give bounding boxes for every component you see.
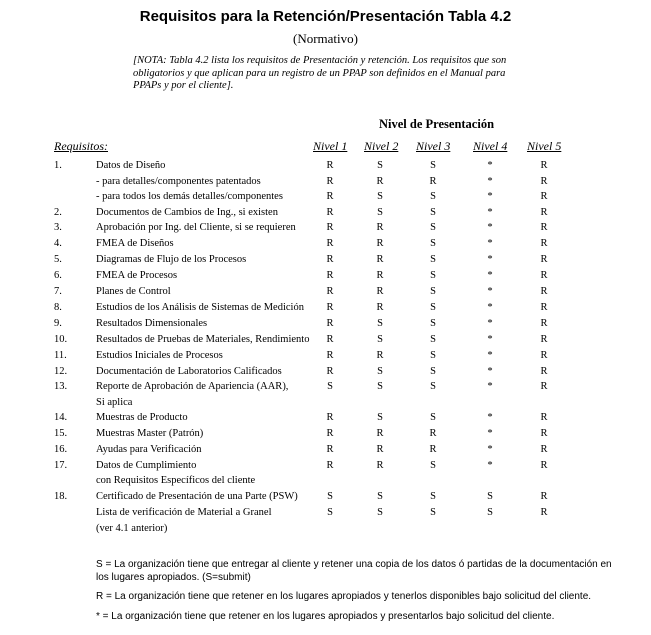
level-1-cell: R	[326, 318, 334, 329]
level-2-cell: R	[376, 302, 384, 313]
requirement-label: Muestras de Producto	[96, 412, 188, 423]
level-5-cell: R	[540, 366, 548, 377]
table-row	[0, 286, 651, 302]
level-4-cell: *	[487, 222, 493, 233]
table-row	[0, 176, 651, 192]
table-row	[0, 222, 651, 238]
row-number: 6.	[54, 270, 62, 281]
level-1-cell: R	[326, 302, 334, 313]
level-5-cell: R	[540, 428, 548, 439]
table-row	[0, 428, 651, 444]
level-5-cell: R	[540, 334, 548, 345]
level-1-cell: R	[326, 238, 334, 249]
table-row	[0, 491, 651, 507]
level-5-cell: R	[540, 302, 548, 313]
level-3-cell: R	[429, 176, 437, 187]
level-2-cell: R	[376, 254, 384, 265]
level-5-cell: R	[540, 381, 548, 392]
level-4-cell: *	[487, 191, 493, 202]
table-row	[0, 334, 651, 350]
level-3-cell: S	[430, 350, 436, 361]
level-5-cell: R	[540, 207, 548, 218]
table-row	[0, 397, 651, 413]
level-1-cell: R	[326, 191, 334, 202]
table-row	[0, 412, 651, 428]
level-4-cell: *	[487, 350, 493, 361]
row-number: 10.	[54, 334, 68, 345]
table-row	[0, 207, 651, 223]
row-number: 8.	[54, 302, 62, 313]
row-number: 1.	[54, 160, 62, 171]
table-row	[0, 366, 651, 382]
level-3-cell: S	[430, 286, 436, 297]
row-number: 7.	[54, 286, 62, 297]
level-2-cell: R	[376, 222, 384, 233]
level-2-cell: R	[376, 350, 384, 361]
level-4-cell: *	[487, 412, 493, 423]
level-3-cell: S	[430, 412, 436, 423]
requirement-label: Reporte de Aprobación de Apariencia (AAR),	[96, 381, 289, 392]
level-5-cell: R	[540, 176, 548, 187]
requirement-label: con Requisitos Específicos del cliente	[96, 475, 256, 486]
level-2-cell: R	[376, 176, 384, 187]
level-4-cell: S	[487, 507, 493, 518]
level-3-cell: S	[430, 254, 436, 265]
level-2-cell: R	[376, 460, 384, 471]
level-4-cell: *	[487, 270, 493, 281]
requirement-label: - para detalles/componentes patentados	[96, 176, 261, 187]
level-1-cell: R	[326, 460, 334, 471]
table-row	[0, 238, 651, 254]
row-number: 17.	[54, 460, 68, 471]
level-3-cell: S	[430, 270, 436, 281]
level-heading: Nivel de Presentación	[379, 117, 495, 131]
level-1-cell: R	[326, 350, 334, 361]
requirement-label: Estudios de los Análisis de Sistemas de Medición	[96, 302, 304, 313]
table-row	[0, 460, 651, 476]
level-1-cell: S	[327, 491, 333, 502]
table-row	[0, 350, 651, 366]
level-1-cell: R	[326, 222, 334, 233]
level-1-cell: R	[326, 160, 334, 171]
level-3-cell: S	[430, 318, 436, 329]
requirement-label: Resultados de Pruebas de Materiales, Rendimiento	[96, 334, 310, 345]
level-1-cell: R	[326, 444, 334, 455]
level-3-cell: S	[430, 334, 436, 345]
requirement-label: Planes de Control	[96, 286, 171, 297]
level-2-cell: R	[376, 238, 384, 249]
row-number: 12.	[54, 366, 68, 377]
table-title: Requisitos para la Retención/Presentación Tabla 4.2	[139, 8, 512, 25]
requirements-column-header: Requisitos:	[54, 139, 108, 153]
level-2-cell: S	[377, 191, 383, 202]
level-2-cell: S	[377, 207, 383, 218]
table-note: [NOTA: Tabla 4.2 lista los requisitos de Presentación y retención. Los requisitos que son obligatorios y que aplican para un registro de un PPAP son definidos en el Manual para PPAPs y por el cliente].	[133, 55, 507, 91]
requirement-label: Resultados Dimensionales	[96, 318, 208, 329]
level-3-cell: S	[430, 191, 436, 202]
level-1-cell: S	[327, 507, 333, 518]
level-4-cell: *	[487, 334, 493, 345]
table-row	[0, 302, 651, 318]
requirement-label: Lista de verificación de Material a Granel	[96, 507, 272, 518]
level-3-cell: S	[430, 302, 436, 313]
row-number: 9.	[54, 318, 62, 329]
table-row	[0, 523, 651, 539]
level-1-cell: R	[326, 270, 334, 281]
level-5-cell: R	[540, 254, 548, 265]
table-row	[0, 191, 651, 207]
level-5-cell: R	[540, 491, 548, 502]
row-number: 16.	[54, 444, 68, 455]
level-4-cell: *	[487, 460, 493, 471]
level-5-cell: R	[540, 160, 548, 171]
row-number: 15.	[54, 428, 68, 439]
requirement-label: - para todos los demás detalles/componentes	[96, 191, 283, 202]
requirement-label: Documentación de Laboratorios Calificados	[96, 366, 282, 377]
level-3-cell: S	[430, 460, 436, 471]
level-4-cell: *	[487, 238, 493, 249]
level-2-cell: S	[377, 366, 383, 377]
level-4-cell: *	[487, 207, 493, 218]
level-3-cell: R	[429, 444, 437, 455]
level-2-cell: R	[376, 270, 384, 281]
level-5-cell: R	[540, 222, 548, 233]
level-2-cell: R	[376, 428, 384, 439]
row-number: 4.	[54, 238, 62, 249]
level-4-cell: *	[487, 176, 493, 187]
requirement-label: FMEA de Procesos	[96, 270, 178, 281]
row-number: 11.	[54, 350, 67, 361]
row-number: 5.	[54, 254, 62, 265]
table-row	[0, 381, 651, 397]
table-row	[0, 270, 651, 286]
level-1-cell: R	[326, 366, 334, 377]
table-row	[0, 160, 651, 176]
table-row	[0, 318, 651, 334]
requirement-label: Aprobación por Ing. del Cliente, si se requieren	[96, 222, 296, 233]
legend-asterisk: * = La organización tiene que retener en los lugares apropiados y presentarlos bajo solicitud del cliente.	[96, 611, 555, 622]
level-2-cell: S	[377, 507, 383, 518]
requirement-label: Estudios Iniciales de Procesos	[96, 350, 223, 361]
level-1-cell: R	[326, 254, 334, 265]
row-number: 18.	[54, 491, 68, 502]
requirement-label: Ayudas para Verificación	[96, 444, 202, 455]
level-2-cell: S	[377, 412, 383, 423]
requirement-label: Documentos de Cambios de Ing., si existen	[96, 207, 278, 218]
level-3-cell: R	[429, 428, 437, 439]
level-5-cell: R	[540, 191, 548, 202]
level-1-header: Nivel 1	[313, 139, 348, 153]
level-1-cell: R	[326, 412, 334, 423]
level-5-cell: R	[540, 286, 548, 297]
level-4-cell: *	[487, 444, 493, 455]
level-1-cell: R	[326, 207, 334, 218]
level-4-cell: *	[487, 366, 493, 377]
legend-r: R = La organización tiene que retener en los lugares apropiados y tenerlos disponibles bajo solicitud del cliente.	[96, 591, 592, 602]
level-4-cell: *	[487, 318, 493, 329]
level-4-cell: *	[487, 286, 493, 297]
level-5-cell: R	[540, 460, 548, 471]
requirement-label: FMEA de Diseños	[96, 238, 174, 249]
requirement-label: Diagramas de Flujo de los Procesos	[96, 254, 247, 265]
level-5-cell: R	[540, 350, 548, 361]
table-row	[0, 507, 651, 523]
level-3-cell: S	[430, 222, 436, 233]
row-number: 3.	[54, 222, 62, 233]
row-number: 13.	[54, 381, 68, 392]
level-2-cell: S	[377, 491, 383, 502]
legend-s: S = La organización tiene que entregar al cliente y retener una copia de los datos ó partidas de la documentación en los lugares apropiados. (S=submit)	[96, 559, 612, 583]
level-4-cell: *	[487, 302, 493, 313]
level-2-cell: S	[377, 318, 383, 329]
level-1-cell: R	[326, 176, 334, 187]
level-5-cell: R	[540, 238, 548, 249]
level-4-cell: *	[487, 381, 493, 392]
level-4-header: Nivel 4	[473, 139, 508, 153]
level-4-cell: *	[487, 428, 493, 439]
level-5-cell: R	[540, 412, 548, 423]
requirement-label: Datos de Diseño	[96, 160, 166, 171]
level-3-cell: S	[430, 507, 436, 518]
table-row	[0, 444, 651, 460]
level-2-header: Nivel 2	[364, 139, 399, 153]
level-3-cell: S	[430, 491, 436, 502]
level-1-cell: R	[326, 334, 334, 345]
requirement-label: Muestras Master (Patrón)	[96, 428, 204, 439]
level-5-cell: R	[540, 270, 548, 281]
requirement-label: (ver 4.1 anterior)	[96, 523, 168, 534]
level-2-cell: S	[377, 381, 383, 392]
level-3-header: Nivel 3	[416, 139, 451, 153]
level-5-cell: R	[540, 507, 548, 518]
level-1-cell: S	[327, 381, 333, 392]
row-number: 2.	[54, 207, 62, 218]
level-3-cell: S	[430, 207, 436, 218]
table-row	[0, 254, 651, 270]
requirement-label: Si aplica	[96, 397, 133, 408]
level-2-cell: R	[376, 286, 384, 297]
level-2-cell: S	[377, 160, 383, 171]
level-1-cell: R	[326, 428, 334, 439]
level-2-cell: S	[377, 334, 383, 345]
row-number: 14.	[54, 412, 68, 423]
requirement-label: Certificado de Presentación de una Parte (PSW)	[96, 491, 298, 502]
requirement-label: Datos de Cumplimiento	[96, 460, 197, 471]
table-subtitle: (Normativo)	[293, 31, 358, 46]
level-4-cell: *	[487, 254, 493, 265]
level-3-cell: S	[430, 366, 436, 377]
table-row	[0, 475, 651, 491]
level-5-header: Nivel 5	[527, 139, 562, 153]
level-2-cell: R	[376, 444, 384, 455]
level-5-cell: R	[540, 318, 548, 329]
level-5-cell: R	[540, 444, 548, 455]
level-1-cell: R	[326, 286, 334, 297]
level-3-cell: S	[430, 160, 436, 171]
level-3-cell: S	[430, 381, 436, 392]
level-3-cell: S	[430, 238, 436, 249]
level-4-cell: *	[487, 160, 493, 171]
level-4-cell: S	[487, 491, 493, 502]
